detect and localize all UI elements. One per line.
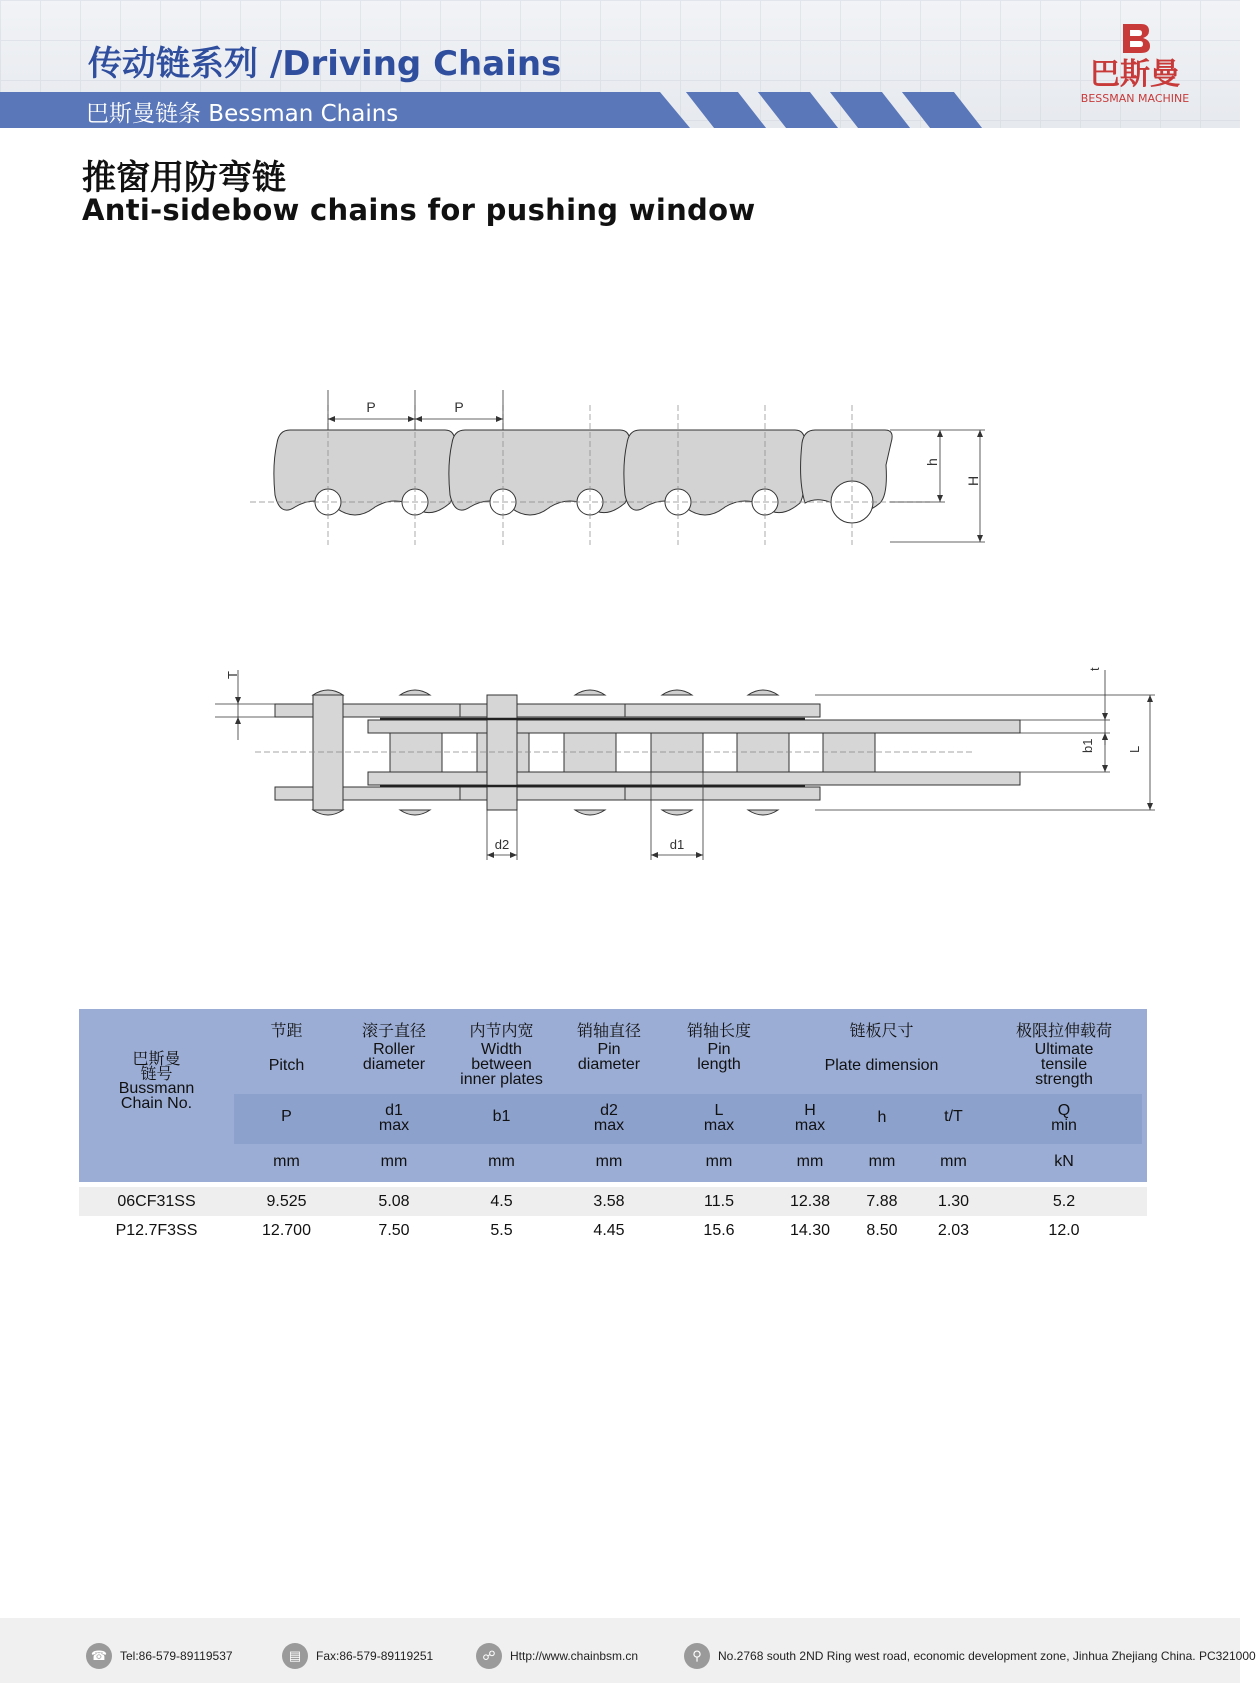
header-text: Plate dimension <box>824 1057 939 1074</box>
pin <box>487 695 517 810</box>
header-text: Pin <box>597 1041 621 1058</box>
roller <box>564 733 616 772</box>
col-header-tensile-strength <box>989 1023 1139 1087</box>
table-cell: 9.525 <box>266 1193 307 1210</box>
col-unit: mm <box>796 1153 824 1170</box>
d1-label: d1 <box>669 837 685 852</box>
col-symbol <box>918 1109 989 1124</box>
T-label: T <box>225 671 240 679</box>
table-row <box>79 1216 1147 1245</box>
h-label: h <box>924 458 940 466</box>
header-text: diameter <box>577 1056 641 1073</box>
table-cell: 1.30 <box>937 1193 970 1210</box>
col-header-roller-diameter <box>339 1023 449 1072</box>
phone-icon: ☎ <box>86 1643 112 1669</box>
col-unit: mm <box>488 1153 515 1170</box>
header-text: Q <box>1057 1102 1071 1119</box>
L-label: L <box>1127 745 1142 753</box>
header-text: t/T <box>944 1108 963 1125</box>
col-header-pin-diameter <box>554 1023 664 1072</box>
header-text: diameter <box>362 1056 426 1073</box>
header-text: Bussmann <box>118 1080 195 1097</box>
table-cell: 8.50 <box>866 1222 898 1239</box>
header-text: length <box>697 1056 741 1073</box>
pitch-label: P <box>366 399 376 415</box>
header-text: between <box>471 1056 532 1073</box>
header-text: 内节内宽 <box>469 1021 534 1040</box>
table-cell: 7.88 <box>866 1193 898 1210</box>
col-header-inner-width <box>449 1023 554 1087</box>
brand-band-text: 巴斯曼链条 Bessman Chains <box>86 101 399 127</box>
header-text: 链号 <box>140 1064 173 1083</box>
roller <box>737 733 789 772</box>
col-unit: mm <box>273 1153 300 1170</box>
col-unit: mm <box>868 1153 896 1170</box>
bessman-logo-mark <box>1117 20 1153 56</box>
table-cell: 06CF31SS <box>117 1193 196 1210</box>
header-text: 极限拉伸载荷 <box>1015 1021 1112 1040</box>
pitch-label: P <box>454 399 464 415</box>
header-text: Roller <box>373 1041 415 1058</box>
footer-address-text: No.2768 south 2ND Ring west road, economic development zone, Jinhua Zhejiang China. PC321000 <box>718 1649 1256 1663</box>
header-text: max <box>794 1117 826 1134</box>
table-cell: 12.700 <box>262 1222 311 1239</box>
table-cell: 12.0 <box>1048 1222 1080 1239</box>
table-cell: 5.08 <box>378 1193 410 1210</box>
header-text: max <box>703 1117 735 1134</box>
header-text: d2 <box>600 1102 618 1119</box>
table-cell: 5.2 <box>1052 1193 1076 1210</box>
pin <box>313 695 343 810</box>
footer-fax-text: Fax:86-579-89119251 <box>316 1649 434 1663</box>
table-row <box>79 1187 1147 1216</box>
bessman-logo <box>1075 20 1195 122</box>
page-title-en: Anti-sidebow chains for pushing window <box>82 193 756 227</box>
chain-top-view-diagram <box>215 665 1142 870</box>
header-text: strength <box>1035 1071 1093 1088</box>
footer-fax <box>282 1643 433 1669</box>
col-unit: mm <box>705 1153 733 1170</box>
header-text: H <box>804 1102 816 1119</box>
table-cell: 15.6 <box>703 1222 735 1239</box>
header-text: tensile <box>1040 1056 1088 1073</box>
col-header-chain-no <box>79 1051 234 1111</box>
col-header-pin-length <box>664 1023 774 1072</box>
col-header-pitch <box>234 1023 339 1073</box>
header-text: min <box>1051 1117 1077 1134</box>
outer-plate <box>275 704 470 717</box>
roller <box>390 733 442 772</box>
outer-plate <box>625 704 820 717</box>
header-text: max <box>593 1117 625 1134</box>
header-text: Pin <box>707 1041 731 1058</box>
footer-web[interactable] <box>476 1643 638 1669</box>
outer-plate <box>460 704 635 717</box>
header-text: P <box>281 1108 292 1125</box>
table-cell: 12.38 <box>789 1193 831 1210</box>
table-cell: P12.7F3SS <box>115 1222 198 1239</box>
pin-hole <box>577 489 603 515</box>
col-symbol <box>664 1103 774 1133</box>
logo-text-cn: 巴斯曼 <box>1090 57 1180 92</box>
outer-plate <box>275 787 470 800</box>
page-title-cn: 推窗用防弯链 <box>82 158 286 198</box>
roller <box>823 733 875 772</box>
footer-web-link[interactable]: Http://www.chainbsm.cn <box>510 1649 639 1663</box>
H-label: H <box>965 475 981 486</box>
col-header-plate-dimension <box>774 1023 989 1073</box>
col-symbol <box>234 1109 339 1124</box>
header-text: 巴斯曼 <box>132 1049 181 1068</box>
d2-label: d2 <box>494 837 510 852</box>
inner-plate <box>368 720 1020 733</box>
outer-plate <box>625 787 820 800</box>
header-text: Chain No. <box>120 1095 193 1112</box>
footer <box>0 1618 1256 1683</box>
outer-plate <box>460 787 635 800</box>
header-text: b1 <box>492 1108 511 1125</box>
chain-side-view-diagram <box>250 385 1010 555</box>
col-unit: mm <box>940 1153 967 1170</box>
header-text: 销轴长度 <box>686 1021 751 1040</box>
header-text: Ultimate <box>1034 1041 1094 1058</box>
col-symbol <box>989 1103 1139 1133</box>
header-text: 链板尺寸 <box>849 1021 914 1040</box>
table-cell: 4.5 <box>490 1193 513 1210</box>
series-title: 传动链系列 /Driving Chains <box>88 44 562 84</box>
col-symbol <box>846 1110 918 1125</box>
header-text: max <box>378 1117 410 1134</box>
header-text: d1 <box>385 1102 403 1119</box>
col-symbol <box>774 1103 846 1133</box>
table-cell: 7.50 <box>378 1222 410 1239</box>
header-text: Width <box>481 1041 522 1058</box>
header-text: 销轴直径 <box>576 1021 641 1040</box>
col-symbol <box>554 1103 664 1133</box>
fax-icon: ▤ <box>282 1643 308 1669</box>
col-unit: mm <box>595 1153 623 1170</box>
b1-label: b1 <box>1080 738 1095 753</box>
header-text: inner plates <box>460 1071 543 1088</box>
col-unit: mm <box>380 1153 408 1170</box>
table-cell: 4.45 <box>593 1222 625 1239</box>
table-cell: 5.5 <box>490 1222 513 1239</box>
table-cell: 2.03 <box>937 1222 970 1239</box>
footer-address <box>684 1643 1256 1669</box>
table-cell: 14.30 <box>789 1222 831 1239</box>
header-text: 节距 <box>270 1021 303 1040</box>
globe-icon: ☍ <box>476 1643 502 1669</box>
footer-tel-text: Tel:86-579-89119537 <box>120 1649 233 1663</box>
header-text: 滚子直径 <box>361 1021 426 1040</box>
col-symbol <box>449 1109 554 1124</box>
header-text: L <box>714 1102 724 1119</box>
header-text: h <box>877 1109 887 1126</box>
inner-plate <box>368 772 1020 785</box>
location-pin-icon: ⚲ <box>684 1643 710 1669</box>
logo-text-en: BESSMAN MACHINE <box>1080 92 1190 105</box>
col-symbol <box>339 1103 449 1133</box>
table-cell: 11.5 <box>704 1193 734 1210</box>
footer-tel <box>86 1643 233 1669</box>
table-cell: 3.58 <box>593 1193 625 1210</box>
roller <box>651 733 703 772</box>
t-label: t <box>1087 667 1102 671</box>
header-text: Pitch <box>268 1057 305 1074</box>
col-unit: kN <box>1054 1153 1074 1170</box>
